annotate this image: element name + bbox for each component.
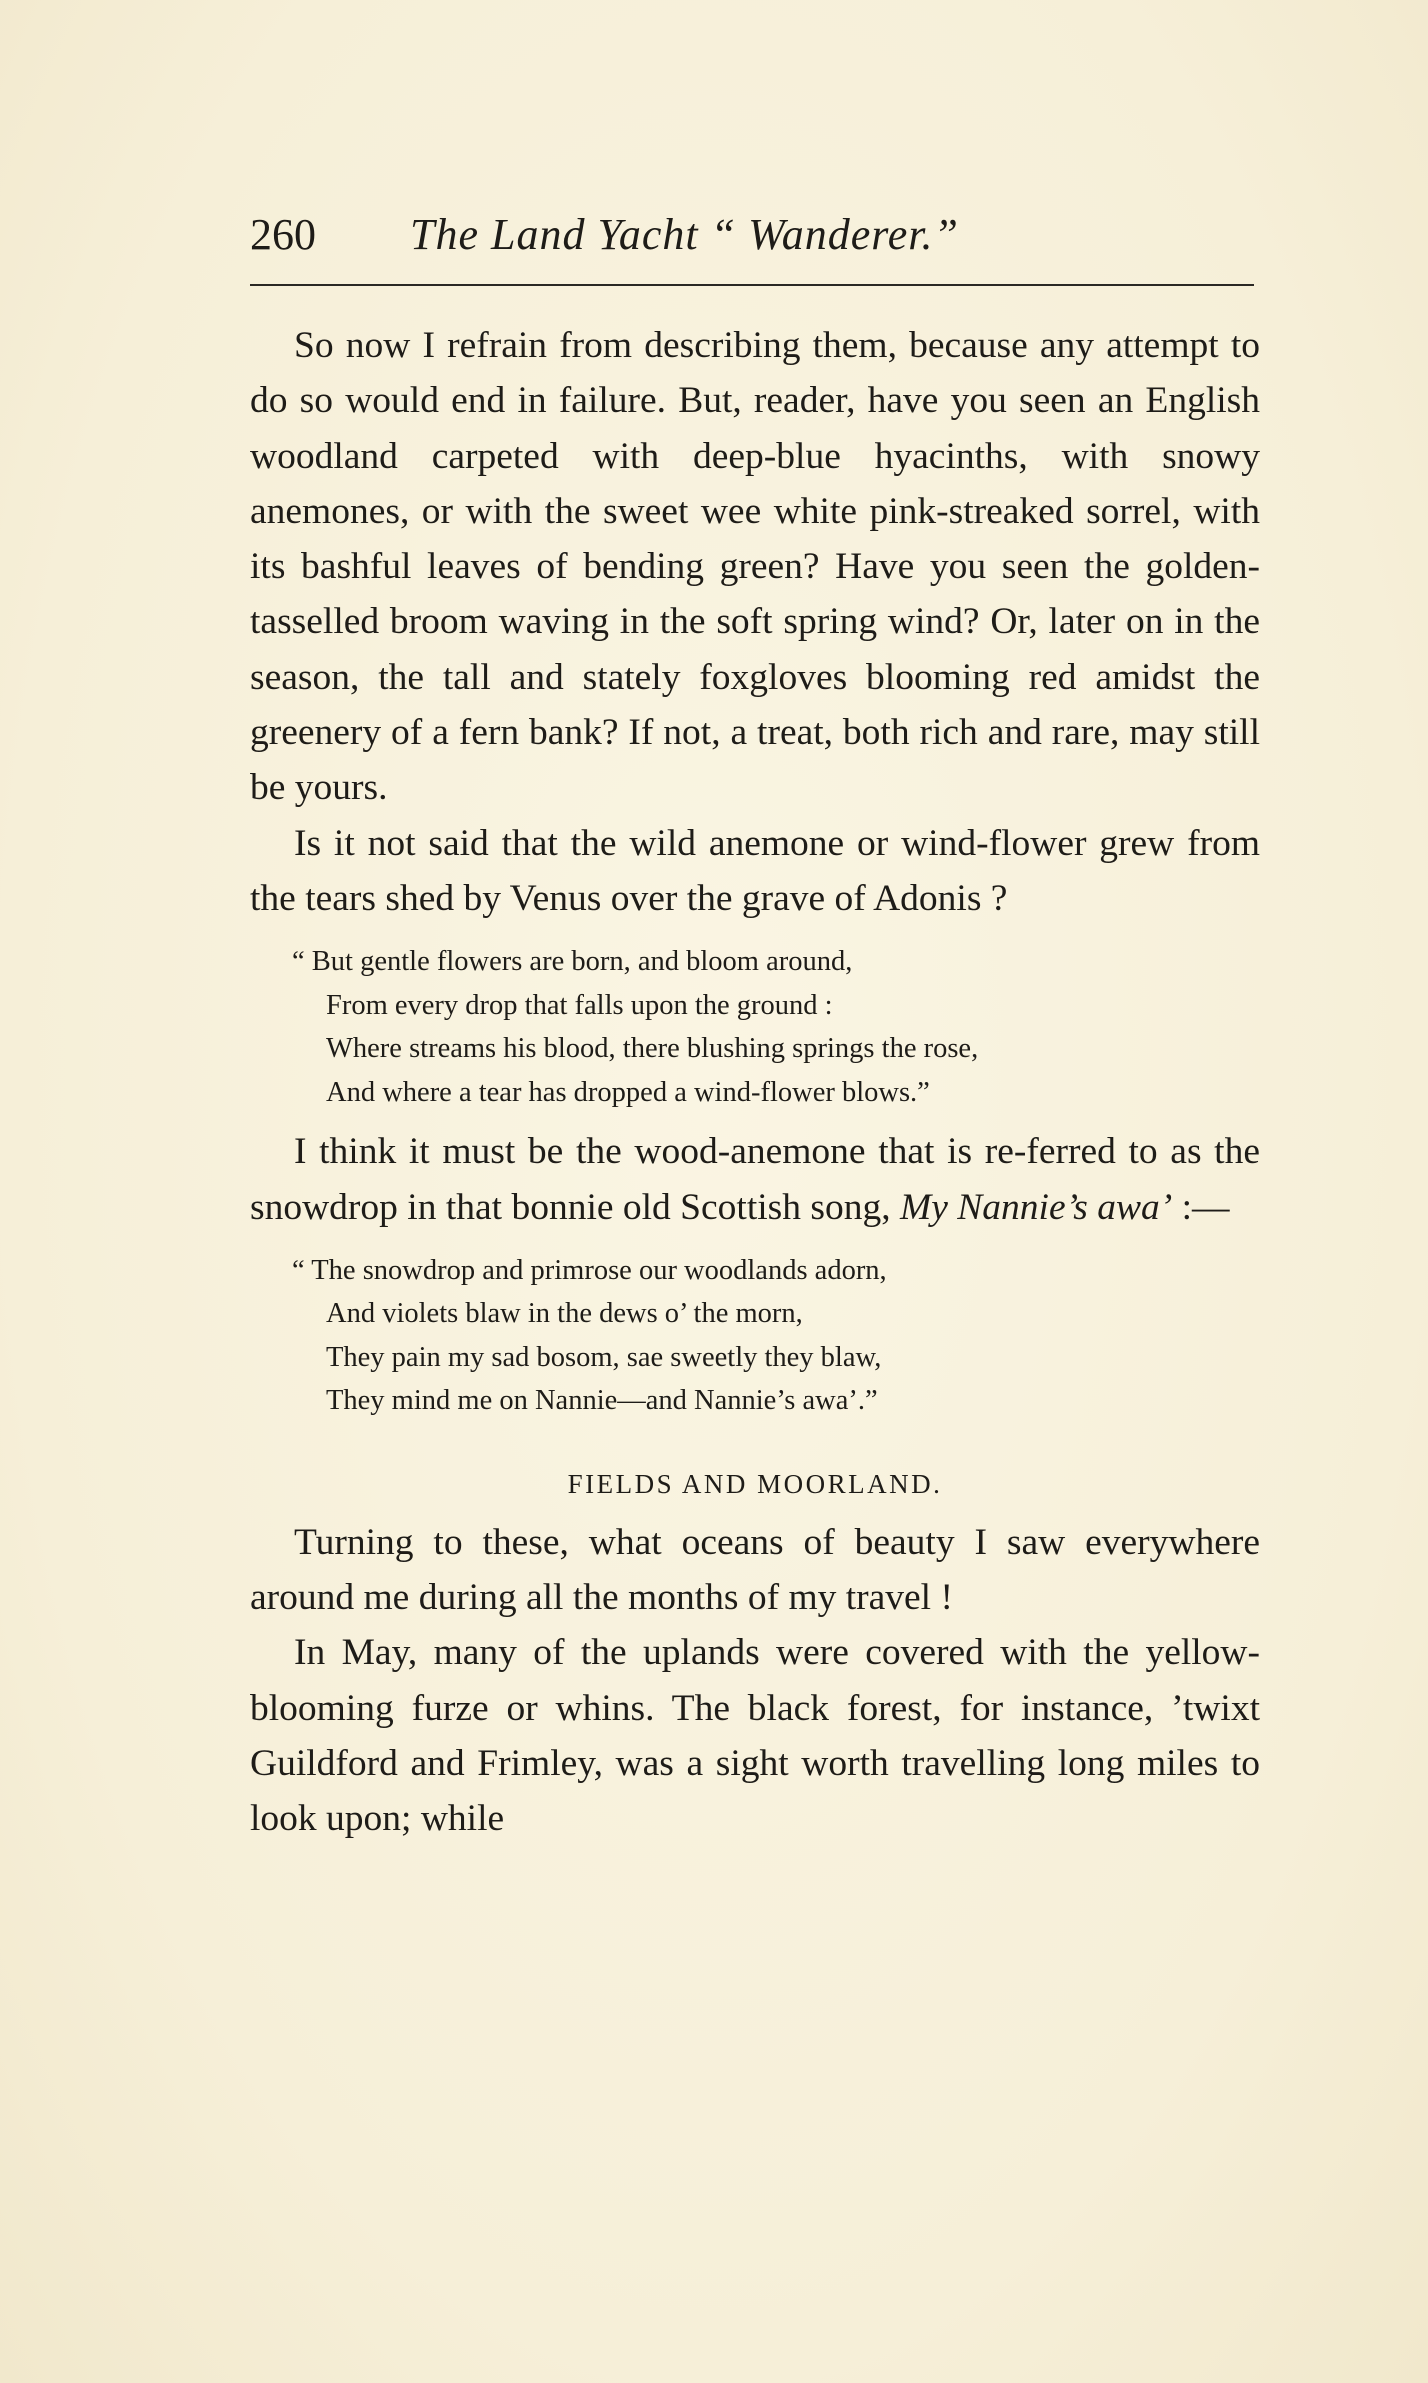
- paragraph-1: So now I refrain from describing them, because any attempt to do so would end in failure. But, reader, have you seen an English woodland carpeted with deep-blue hyacinths, with snowy anemones, or with the sweet wee white pink-streaked sorrel, with its bashful leaves of bending green? Have you seen the golden-tasselled broom waving in the soft spring wind? Or, later on in the season, the tall and stately foxgloves blooming red amidst the greenery of a fern bank? If not, a treat, both rich and rare, may still be yours.: [250, 325, 1260, 809]
- verse-line: They pain my sad bosom, sae sweetly they blaw,: [326, 1341, 882, 1373]
- running-title: The Land Yacht “ Wanderer.”: [410, 210, 960, 259]
- verse-quotation-2: [292, 1249, 1260, 1423]
- section-heading: FIELDS AND MOORLAND.: [567, 1468, 943, 1499]
- verse-line: And where a tear has dropped a wind-flower blows.”: [326, 1076, 930, 1108]
- verse-line: They mind me on Nannie—and Nannie’s awa’.”: [326, 1385, 878, 1417]
- paragraph-2: Is it not said that the wild anemone or wind-flower grew from the tears shed by Venus over the grave of Adonis ?: [250, 822, 1260, 919]
- verse-line: And violets blaw in the dews o’ the morn,: [326, 1298, 803, 1330]
- paragraph-3-text: I think it must be the wood-anemone that is re-ferred to as the snowdrop in that bonnie old Scottish song,: [250, 1131, 1260, 1228]
- verse-quotation-1: [292, 940, 1260, 1114]
- page-number: 260: [250, 210, 316, 259]
- paragraph-3: [250, 1124, 1260, 1235]
- header-rule: [250, 284, 1254, 286]
- paragraph-4: Turning to these, what oceans of beauty I saw everywhere around me during all the months of my travel !: [250, 1521, 1260, 1619]
- running-header: [250, 200, 1260, 270]
- verse-line: From every drop that falls upon the ground :: [326, 989, 833, 1021]
- paragraph-5: In May, many of the uplands were covered with the yellow-blooming furze or whins. The black forest, for instance, ’twixt Guildford and Frimley, was a sight worth travelling long miles to look upon; while: [250, 1632, 1260, 1840]
- body-text: [250, 318, 1260, 1847]
- verse-line: Where streams his blood, there blushing springs the rose,: [326, 1033, 979, 1065]
- song-title: My Nannie’s awa’: [900, 1186, 1173, 1228]
- verse-line: “ But gentle flowers are born, and bloom around,: [292, 946, 853, 978]
- verse-line: “ The snowdrop and primrose our woodlands adorn,: [292, 1254, 887, 1286]
- paragraph-3-tail: :—: [1172, 1186, 1230, 1228]
